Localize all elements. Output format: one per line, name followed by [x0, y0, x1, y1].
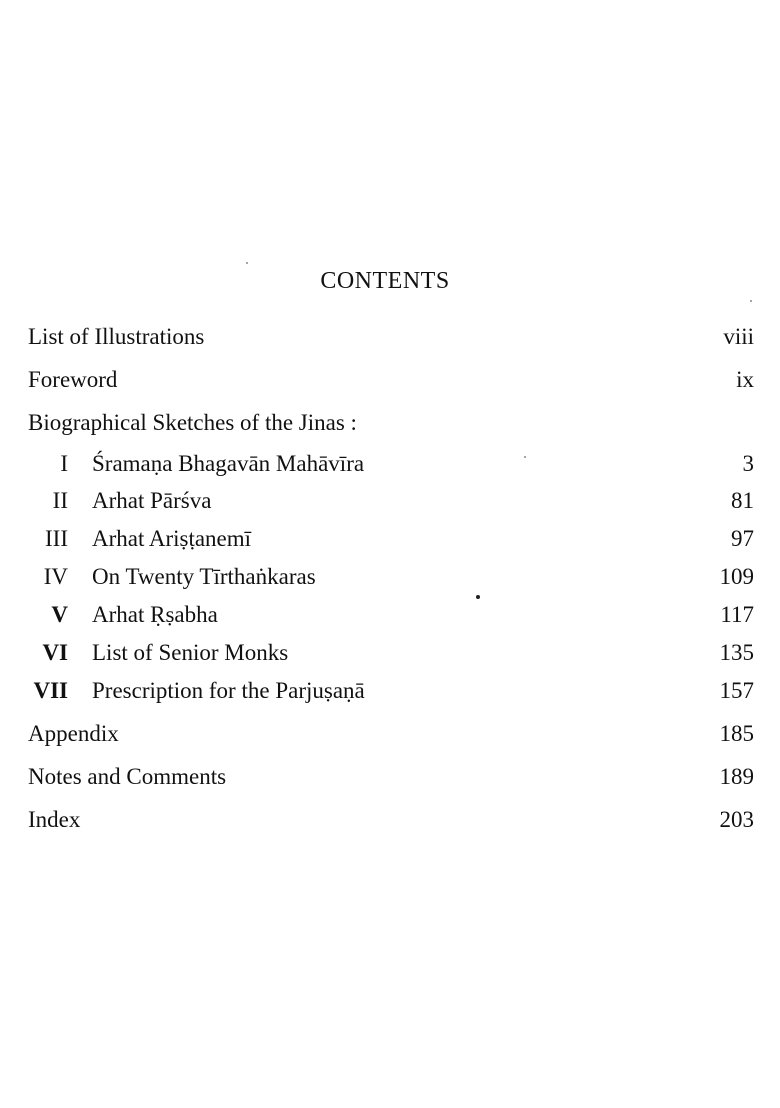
chapter-title: List of Senior Monks	[92, 640, 289, 665]
chapter-number: II	[52, 488, 68, 513]
chapter-title: Śramaṇa Bhagavān Mahāvīra	[92, 451, 365, 476]
toc-chapter-5[interactable]	[28, 600, 754, 630]
page-title: CONTENTS	[320, 268, 450, 294]
toc-entry-appendix[interactable]	[28, 719, 754, 749]
toc-entry-page: ix	[736, 367, 754, 392]
chapter-page: 109	[719, 564, 754, 589]
toc-entry-index[interactable]	[28, 805, 754, 835]
toc-entry-title: List of Illustrations	[28, 324, 205, 349]
chapter-page: 135	[719, 640, 754, 665]
chapter-page: 97	[731, 526, 754, 551]
chapter-page: 81	[731, 488, 754, 513]
toc-entry-title: Appendix	[28, 721, 119, 746]
toc-entry-foreword[interactable]	[28, 365, 754, 395]
toc-chapter-6[interactable]	[28, 638, 754, 668]
toc-entry-page: 189	[719, 764, 754, 789]
toc-chapter-7[interactable]	[28, 676, 754, 706]
toc-entry-title: Foreword	[28, 367, 118, 392]
toc-chapter-1[interactable]	[28, 449, 754, 479]
toc-entry-page: 203	[719, 807, 754, 832]
toc-entry-title: Notes and Comments	[28, 764, 227, 789]
chapter-title: On Twenty Tīrthaṅkaras	[92, 564, 316, 589]
toc-chapter-2[interactable]	[28, 486, 754, 516]
chapter-title: Arhat Ṛṣabha	[92, 602, 218, 627]
chapter-title: Arhat Ariṣṭanemī	[92, 526, 252, 551]
scan-speck	[524, 456, 526, 458]
chapter-number: V	[51, 602, 68, 627]
chapter-number: I	[60, 451, 68, 476]
toc-entry-notes-and-comments[interactable]	[28, 762, 754, 792]
toc-chapter-4[interactable]	[28, 562, 754, 592]
chapter-number: IV	[43, 564, 68, 589]
toc-entry-page: 185	[719, 721, 754, 746]
chapter-page: 3	[742, 451, 754, 476]
toc-entry-title: Index	[28, 807, 81, 832]
chapter-number: III	[45, 526, 68, 551]
scan-speck	[476, 595, 480, 599]
toc-section-title: Biographical Sketches of the Jinas :	[28, 410, 357, 435]
chapter-page: 157	[719, 678, 754, 703]
chapter-title: Arhat Pārśva	[92, 488, 212, 513]
chapter-title: Prescription for the Parjuṣaṇā	[92, 678, 365, 703]
toc-entry-page: viii	[723, 324, 754, 349]
chapter-number: VI	[42, 640, 68, 665]
toc-entry-list-of-illustrations[interactable]	[28, 322, 754, 352]
scan-speck	[750, 300, 752, 302]
chapter-page: 117	[720, 602, 754, 627]
toc-section-heading-biographical-sketches	[28, 408, 754, 438]
chapter-number: VII	[33, 678, 68, 703]
scan-speck	[246, 262, 248, 264]
toc-chapter-3[interactable]	[28, 524, 754, 554]
